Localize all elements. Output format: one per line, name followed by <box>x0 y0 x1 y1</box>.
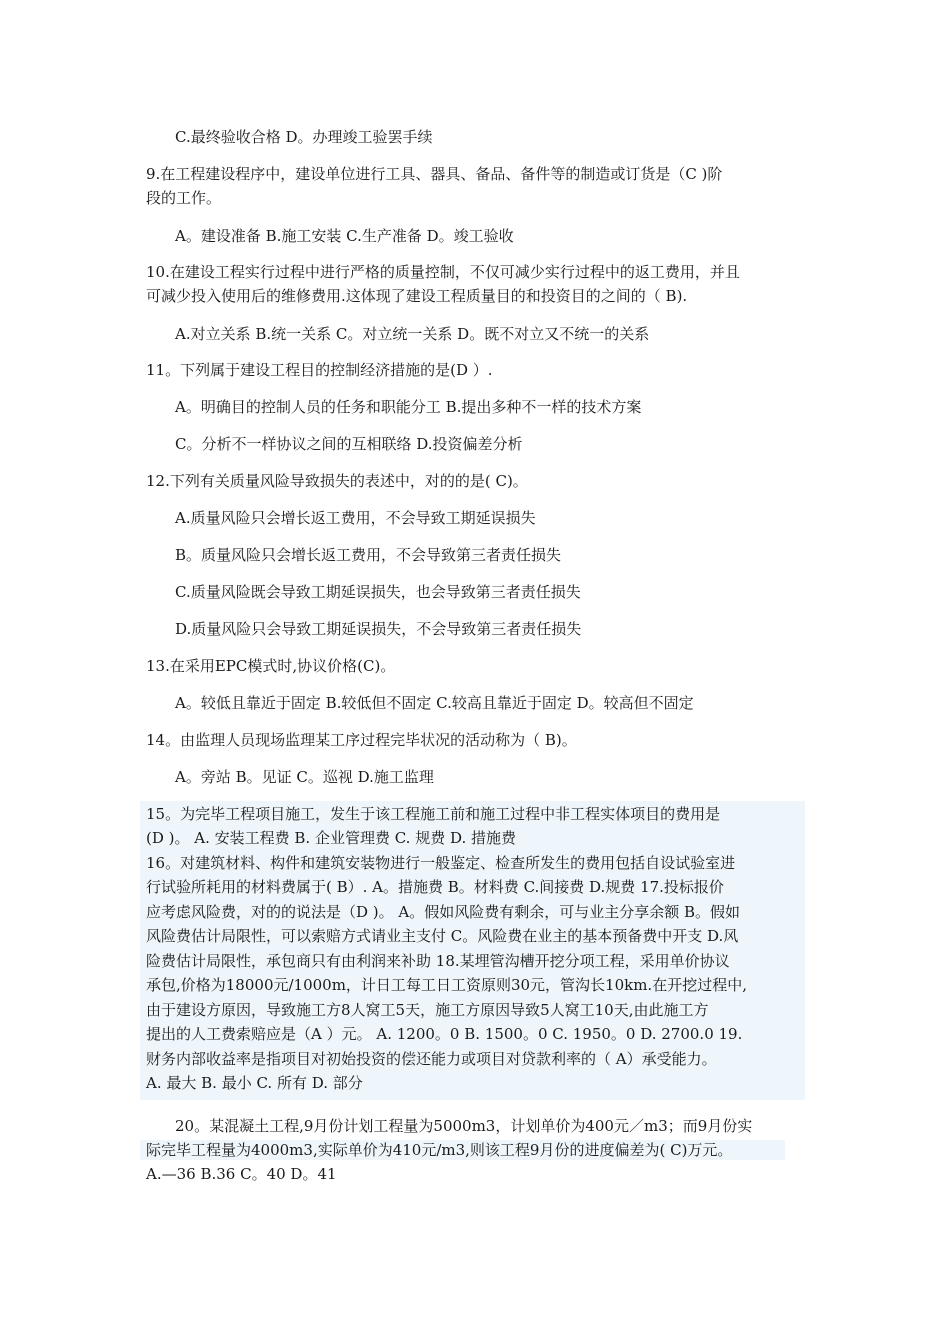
options-14: A。旁站 B。见证 C。巡视 D.施工监理 <box>175 768 434 786</box>
question-14: 14。由监理人员现场监理某工序过程完毕状况的活动称为（ B)。 <box>146 731 577 749</box>
options-10: A.对立关系 B.统一关系 C。对立统一关系 D。既不对立又不统一的关系 <box>175 325 650 343</box>
question-13: 13.在采用EPC模式时,协议价格(C)。 <box>146 657 396 675</box>
options-11: C。分析不一样协议之间的互相联络 D.投资偏差分析 <box>175 435 523 453</box>
options-9: A。建设准备 B.施工安装 C.生产准备 D。竣工验收 <box>175 227 514 245</box>
option-12a: A.质量风险只会增长返工费用，不会导致工期延误损失 <box>175 509 536 527</box>
question-15: 15。为完毕工程项目施工，发生于该工程施工前和施工过程中非工程实体项目的费用是 <box>146 805 721 823</box>
question-9: 9.在工程建设程序中，建设单位进行工具、器具、备品、备件等的制造或订货是（C )阶 <box>146 165 723 183</box>
text-line: 段的工作。 <box>146 189 222 207</box>
option-12d: D.质量风险只会导致工期延误损失，不会导致第三者责任损失 <box>175 620 582 638</box>
text-line: 提出的人工费索赔应是（A ）元。 A. 1200。0 B. 1500。0 C. 1950。0 D. 2700.0 19. <box>146 1025 743 1043</box>
text-line: (D )。 A. 安装工程费 B. 企业管理费 C. 规费 D. 措施费 <box>146 829 517 847</box>
text-line: 可减少投入使用后的维修费用.这体现了建设工程质量目的和投资目的之间的（ B). <box>146 287 688 305</box>
option-12b: B。质量风险只会增长返工费用，不会导致第三者责任损失 <box>175 546 562 564</box>
text-line: 际完毕工程量为4000m3,实际单价为410元/m3,则该工程9月份的进度偏差为( C)万元。 <box>146 1141 733 1159</box>
options-13: A。较低且靠近于固定 B.较低但不固定 C.较高且靠近于固定 D。较高但不固定 <box>175 694 694 712</box>
question-11: 11。下列属于建设工程目的控制经济措施的是(D ）. <box>146 361 493 379</box>
question-20: 20。某混凝土工程,9月份计划工程量为5000m3，计划单价为400元／m3；而9月份实 <box>175 1117 753 1135</box>
text-line: 险费估计局限性，承包商只有由利润来补助 18.某埋管沟槽开挖分项工程，采用单价协议 <box>146 952 730 970</box>
text-line: 承包,价格为18000元/1000m，计日工每工日工资原则30元，管沟长10km.在开挖过程中, <box>146 976 747 994</box>
text-line: 风险费估计局限性，可以索赔方式请业主支付 C。风险费在业主的基本预备费中开支 D.风 <box>146 927 739 945</box>
text-line: 行试验所耗用的材料费属于( B）. A。措施费 B。材料费 C.间接费 D.规费 17.投标报价 <box>146 878 724 896</box>
text-line: A. 最大 B. 最小 C. 所有 D. 部分 <box>146 1074 363 1092</box>
text-line: 财务内部收益率是指项目对初始投资的偿还能力或项目对贷款利率的（ A）承受能力。 <box>146 1050 717 1068</box>
options-20: A.—36 B.36 C。40 D。41 <box>146 1165 337 1183</box>
text-line: 应考虑风险费，对的的说法是（D )。 A。假如风险费有剩余，可与业主分享余额 B。假如 <box>146 903 741 921</box>
question-16: 16。对建筑材料、构件和建筑安装物进行一般鉴定、检查所发生的费用包括自设试验室进 <box>146 854 736 872</box>
option-12c: C.质量风险既会导致工期延误损失，也会导致第三者责任损失 <box>175 583 581 601</box>
text-line: C.最终验收合格 D。办理竣工验罢手续 <box>175 128 433 146</box>
question-10: 10.在建设工程实行过程中进行严格的质量控制，不仅可减少实行过程中的返工费用，并且 <box>146 263 740 281</box>
text-line: 由于建设方原因，导致施工方8人窝工5天，施工方原因导致5人窝工10天,由此施工方 <box>146 1001 709 1019</box>
options-11: A。明确目的控制人员的任务和职能分工 B.提出多种不一样的技术方案 <box>175 398 642 416</box>
question-12: 12.下列有关质量风险导致损失的表述中，对的的是( C)。 <box>146 472 528 490</box>
